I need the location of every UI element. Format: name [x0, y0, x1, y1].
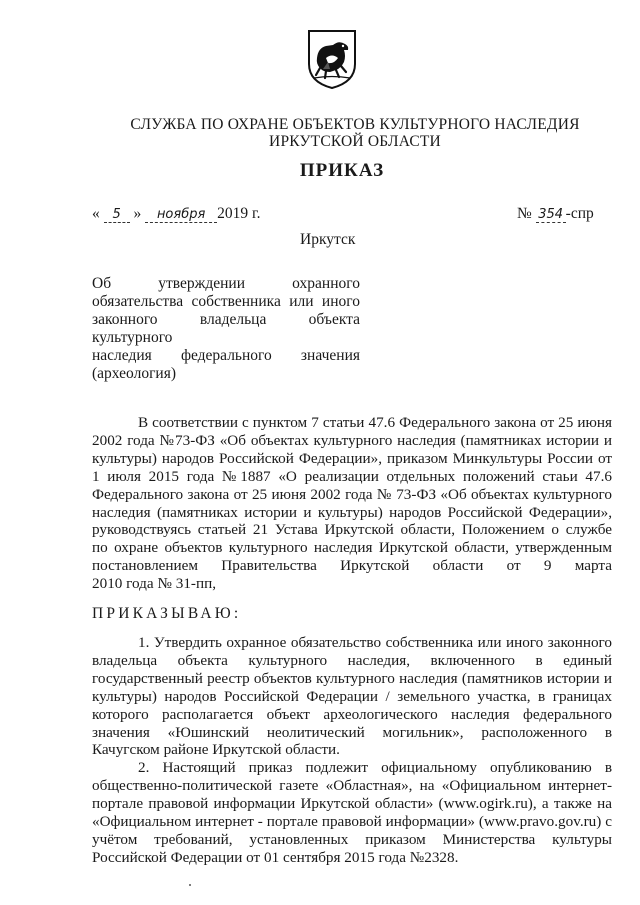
- subject-line: (археология): [92, 365, 177, 382]
- item-1-line: значения «Юшинский неолитический могильник», расположенного в: [92, 723, 612, 741]
- order-date: [92, 205, 260, 223]
- order-subject: [92, 275, 360, 383]
- preamble-line: 2010 года № 31-пп,: [92, 575, 217, 593]
- subject-line: обязательства собственника или иного: [92, 293, 360, 310]
- number-prefix: №: [517, 205, 532, 222]
- item-2-line: портале правовой информации Иркутской области» (www.ogirk.ru), а также на: [92, 794, 612, 812]
- item-1-line: культуры) народов Российской Федерации / земельного участка, в границах: [92, 687, 612, 705]
- item-2-line: Российской Федерации от 01 сентября 2015 года №2328.: [92, 848, 459, 866]
- preamble-line: культуры) народов Российской Федерации», приказом Минкультуры России от: [92, 449, 612, 467]
- item-2-paragraph: [92, 759, 612, 866]
- decree-word: ПРИКАЗЫВАЮ:: [92, 605, 242, 622]
- preamble-line: руководствуясь статьей 21 Устава Иркутской области, Положением о службе: [92, 521, 612, 539]
- scan-speck: [189, 884, 191, 886]
- preamble-line: по охране объектов культурного наследия Иркутской области, утвержденным: [92, 539, 612, 557]
- preamble-paragraph: [92, 414, 612, 593]
- document-type-title: ПРИКАЗ: [299, 160, 385, 181]
- subject-line: законного владельца объекта культурного: [92, 311, 360, 346]
- item-2-line: «Официальном интернет - портале правовой информации» (www.pravo.gov.ru) с: [92, 812, 612, 830]
- preamble-line: 2002 года №73-ФЗ «Об объектах культурного наследия (памятниках истории и: [92, 431, 612, 449]
- item-1-line: 1. Утвердить охранное обязательство собственника или иного законного: [138, 634, 612, 651]
- agency-name-line1: СЛУЖБА ПО ОХРАНЕ ОБЪЕКТОВ КУЛЬТУРНОГО НАСЛЕДИЯ: [130, 116, 580, 133]
- preamble-line: 1 июля 2015 года №1887 «О реализации отдельных положений стаьи 47.6: [92, 467, 612, 485]
- date-day: 5: [104, 207, 130, 223]
- item-2-line: общественно-политической газете «Областная», на «Официальном интернет-: [92, 776, 612, 794]
- preamble-line: наследия (памятниках истории и культуры) народов Российской Федерации»,: [92, 503, 612, 521]
- order-number: [517, 205, 594, 223]
- subject-line: Об утверждении охранного: [92, 275, 360, 292]
- preamble-line: В соответствии с пунктом 7 статьи 47.6 Федерального закона от 25 июня: [138, 414, 612, 431]
- date-open-quote: «: [92, 205, 100, 222]
- item-1-line: государственный реестр объектов культурного наследия (памятников истории и: [92, 669, 612, 687]
- preamble-line: постановлением Правительства Иркутской области от 9 марта: [92, 557, 612, 575]
- item-1-line: Качугском районе Иркутской области.: [92, 741, 340, 759]
- number-suffix: -спр: [565, 205, 594, 222]
- irkutsk-coat-of-arms-emblem: [306, 28, 358, 90]
- subject-line: наследия федерального значения: [92, 347, 360, 364]
- date-year: 2019 г.: [217, 205, 261, 222]
- item-1-line: которого располагается объект археологического наследия федерального: [92, 705, 612, 723]
- item-1-paragraph: [92, 634, 612, 759]
- date-month: ноября: [145, 207, 217, 223]
- date-close-quote: »: [133, 205, 142, 222]
- item-2-line: учётом требований, установленных приказом Министерства культуры: [92, 830, 612, 848]
- agency-name-line2: ИРКУТСКОЙ ОБЛАСТИ: [269, 133, 441, 150]
- city-name: Иркутск: [300, 231, 356, 248]
- item-1-line: владельца объекта культурного наследия, включенного в единый: [92, 651, 612, 669]
- item-2-line: 2. Настоящий приказ подлежит официальному опубликованию в: [138, 759, 612, 776]
- number-value: 354: [536, 207, 566, 223]
- preamble-line: Федерального закона от 25 июня 2002 года № 73-ФЗ «Об объектах культурного: [92, 485, 612, 503]
